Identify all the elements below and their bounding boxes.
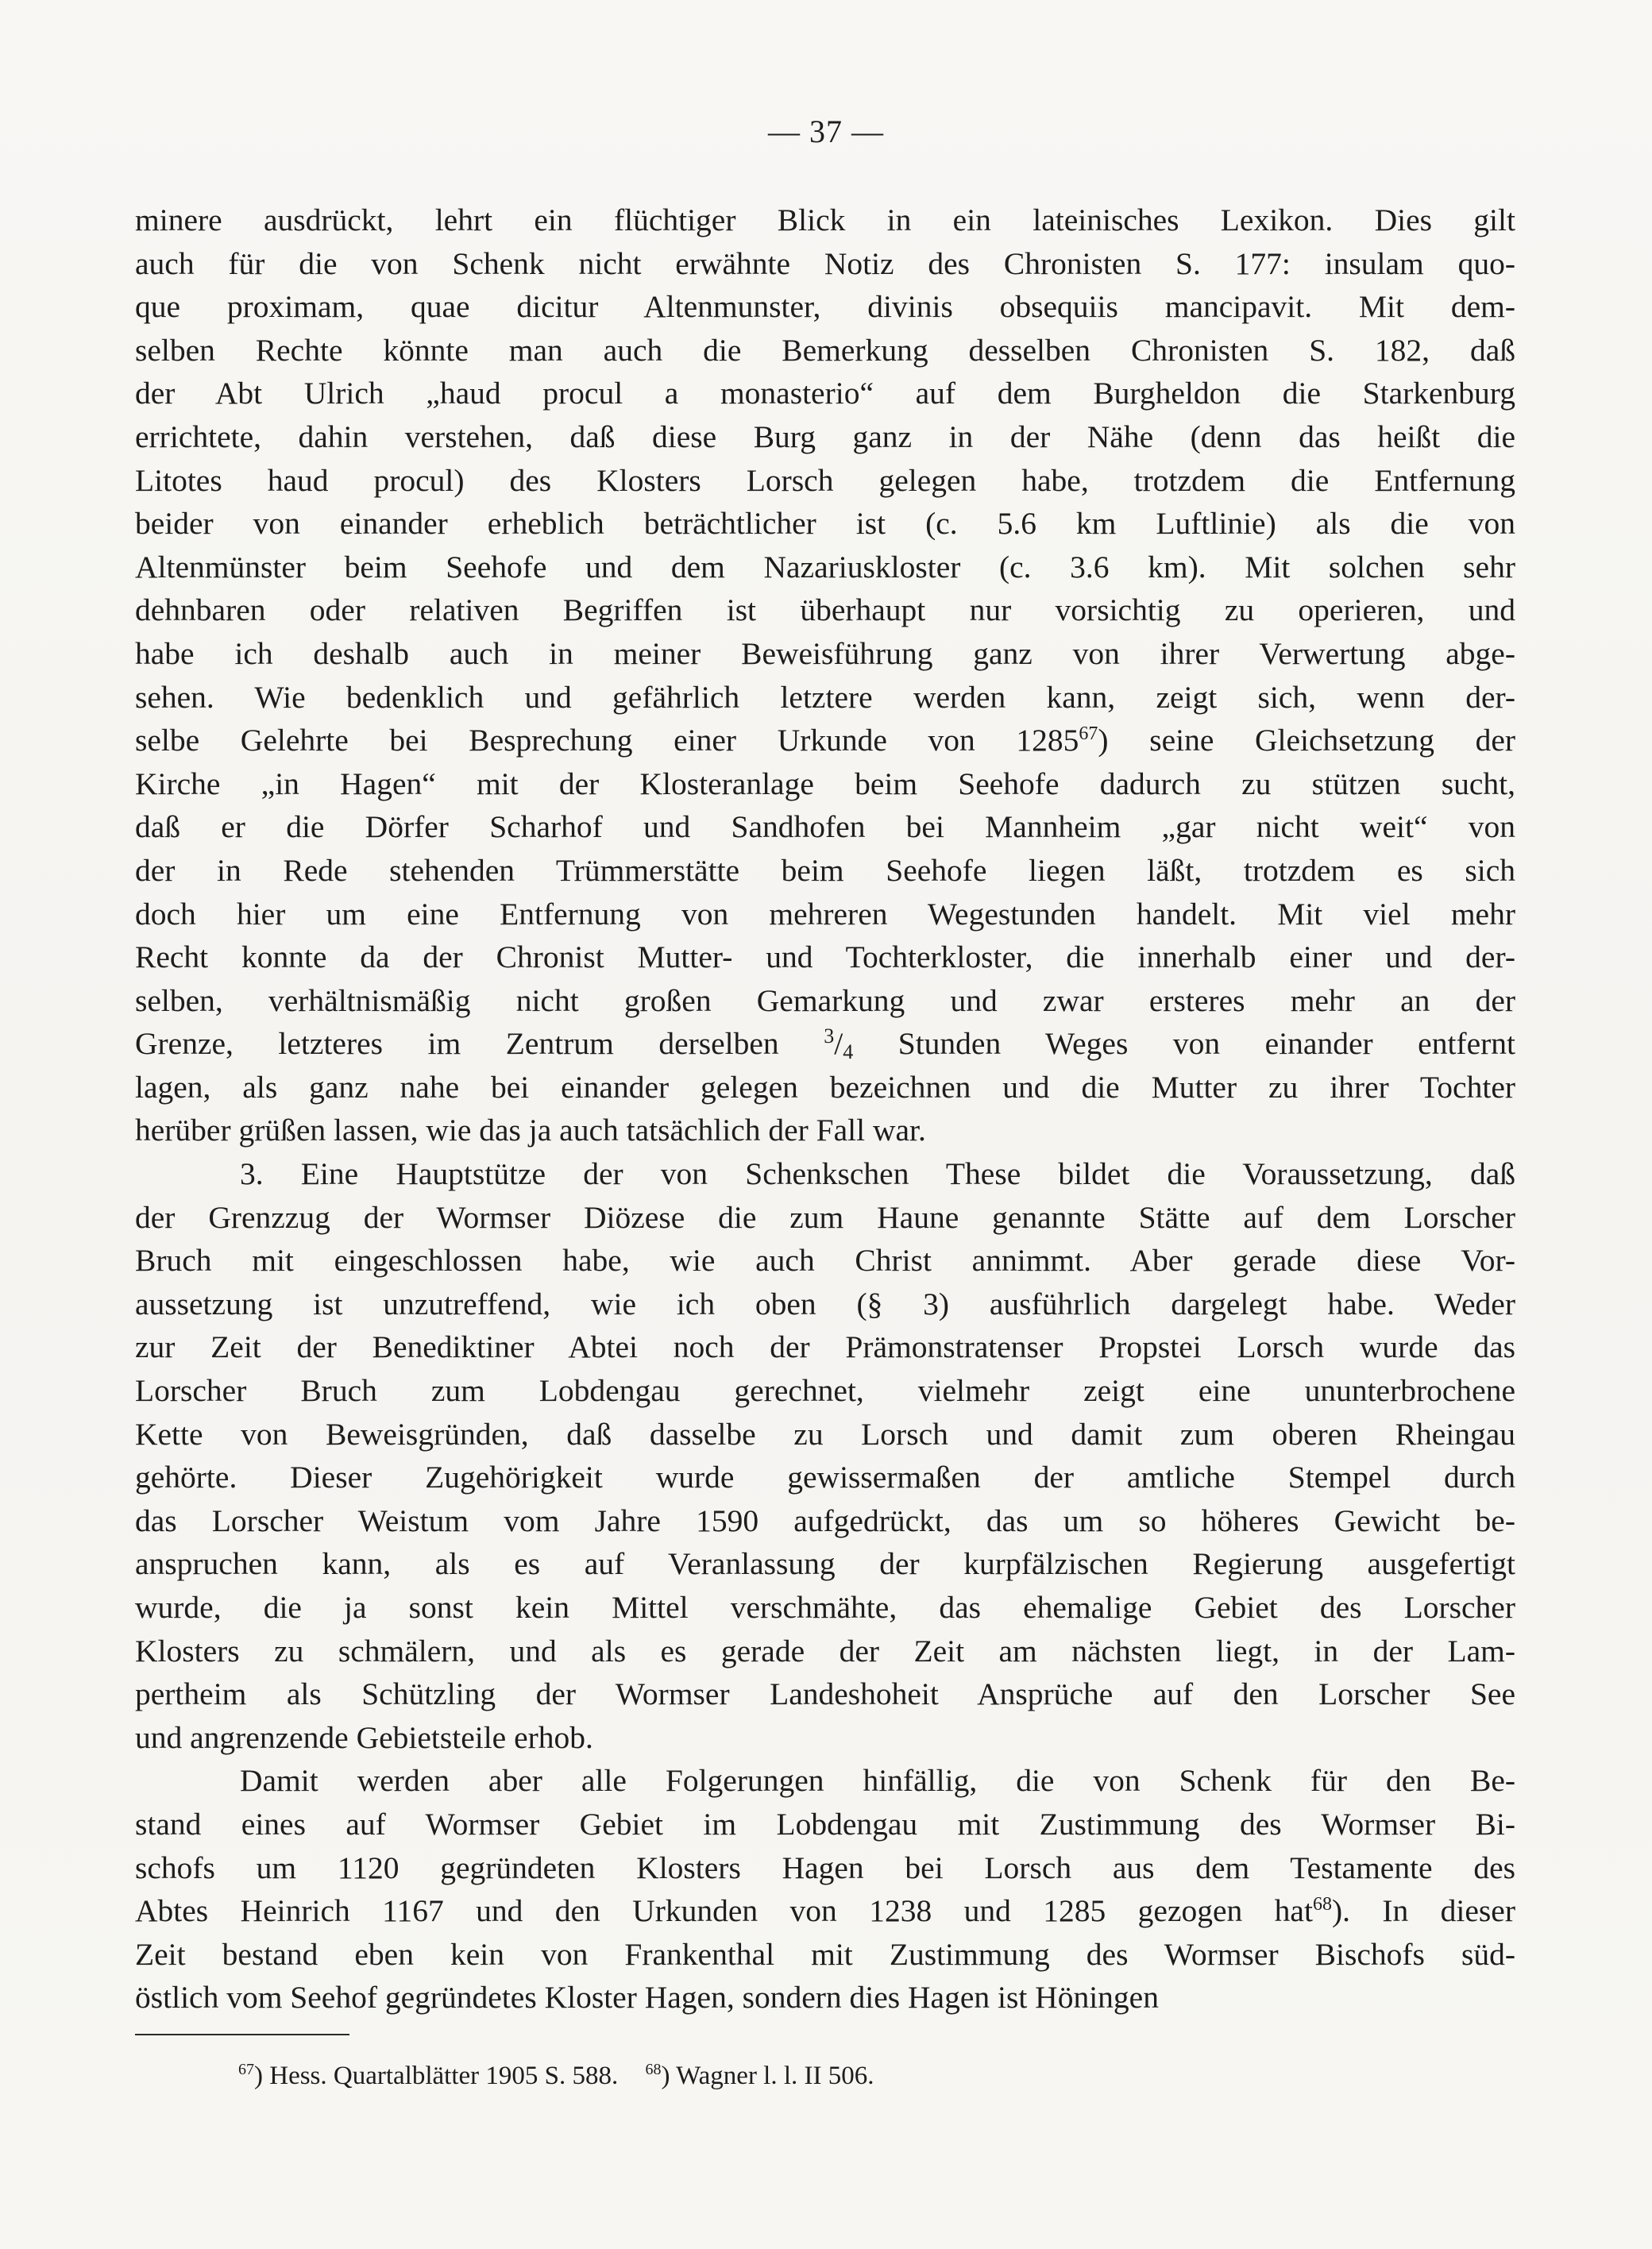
text-line: habe ich deshalb auch in meiner Beweisführung ganz von ihrer Verwertung abge- <box>135 635 1515 671</box>
text-line: Recht konnte da der Chronist Mutter- und Tochterkloster, die innerhalb einer und der- <box>135 939 1515 975</box>
text-line: Klosters zu schmälern, und als es gerade der Zeit am nächsten liegt, in der Lam- <box>135 1633 1515 1668</box>
text-line: das Lorscher Weistum vom Jahre 1590 aufgedrückt, das um so höheres Gewicht be- <box>135 1503 1515 1538</box>
text-line: Damit werden aber alle Folgerungen hinfällig, die von Schenk für den Be- <box>240 1763 1515 1799</box>
text-line: der Abt Ulrich „haud procul a monasterio“ auf dem Burgheldon die Starkenburg <box>135 376 1515 411</box>
text-line: anspruchen kann, als es auf Veranlassung der kurpfälzischen Regierung ausgefertigt <box>135 1546 1515 1582</box>
text-line: und angrenzende Gebietsteile erhob. <box>135 1719 593 1755</box>
text-line: daß er die Dörfer Scharhof und Sandhofen bei Mannheim „gar nicht weit“ von <box>135 809 1515 845</box>
line-segment: Abtes Heinrich 1167 und den Urkunden von 1238 und 1285 gezogen hat <box>135 1893 1313 1929</box>
footnote-divider <box>135 2034 349 2035</box>
body-text <box>135 199 1515 2019</box>
text-line: Kirche „in Hagen“ mit der Klosteranlage beim Seehofe dadurch zu stützen sucht, <box>135 766 1515 801</box>
line-segment: ) seine Gleichsetzung der <box>1098 723 1515 758</box>
text-line: der in Rede stehenden Trümmerstätte beim Seehofe liegen läßt, trotzdem es sich <box>135 852 1515 888</box>
text-line: 3. Eine Hauptstütze der von Schenkschen These bildet die Voraussetzung, daß <box>240 1156 1515 1192</box>
footnote-text: ) Wagner l. l. II 506. <box>661 2062 874 2090</box>
text-line: wurde, die ja sonst kein Mittel verschmähte, das ehemalige Gebiet des Lorscher <box>135 1590 1515 1625</box>
text-line: Kette von Beweisgründen, daß dasselbe zu Lorsch und damit zum oberen Rheingau <box>135 1416 1515 1452</box>
text-line: aussetzung ist unzutreffend, wie ich oben (§ 3) ausführlich dargelegt habe. Weder <box>135 1286 1515 1321</box>
text-line: gehörte. Dieser Zugehörigkeit wurde gewissermaßen der amtliche Stempel durch <box>135 1460 1515 1495</box>
text-line: auch für die von Schenk nicht erwähnte Notiz des Chronisten S. 177: insulam quo- <box>135 245 1515 281</box>
footnote-mark: 67 <box>238 2061 254 2078</box>
text-line: que proximam, quae dicitur Altenmunster, divinis obsequiis mancipavit. Mit dem- <box>135 289 1515 325</box>
text-line: der Grenzzug der Wormser Diözese die zum Haune genannte Stätte auf dem Lorscher <box>135 1199 1515 1235</box>
text-line: Lorscher Bruch zum Lobdengau gerechnet, vielmehr zeigt eine ununterbrochene <box>135 1373 1515 1409</box>
text-line: doch hier um eine Entfernung von mehreren Wegestunden handelt. Mit viel mehr <box>135 896 1515 932</box>
text-line: schofs um 1120 gegründeten Klosters Hagen bei Lorsch aus dem Testamente des <box>135 1850 1515 1885</box>
fraction-slash: / <box>834 1026 843 1062</box>
line-segment: Stunden Weges von einander entfernt <box>853 1026 1515 1062</box>
text-line: Zeit bestand eben kein von Frankenthal mit Zustimmung des Wormser Bischofs süd- <box>135 1936 1515 1972</box>
text-line: herüber grüßen lassen, wie das ja auch tatsächlich der Fall war. <box>135 1113 926 1148</box>
footnotes <box>238 2058 874 2093</box>
line-segment: Grenze, letzteres im Zentrum derselben <box>135 1026 824 1062</box>
footnote-68 <box>646 2062 874 2090</box>
fraction-numerator: 3 <box>824 1024 835 1048</box>
text-line <box>135 719 1515 762</box>
text-line: selben Rechte könnte man auch die Bemerkung desselben Chronisten S. 182, daß <box>135 332 1515 368</box>
text-line: zur Zeit der Benediktiner Abtei noch der Prämonstratenser Propstei Lorsch wurde das <box>135 1329 1515 1365</box>
text-line: östlich vom Seehof gegründetes Kloster Hagen, sondern dies Hagen ist Höningen <box>135 1980 1159 2016</box>
page-number: — 37 — <box>768 114 884 149</box>
text-line: Litotes haud procul) des Klosters Lorsch gelegen habe, trotzdem die Entfernung <box>135 462 1515 498</box>
line-segment: ). In dieser <box>1331 1893 1515 1929</box>
text-line: minere ausdrückt, lehrt ein flüchtiger Blick in ein lateinisches Lexikon. Dies gilt <box>135 203 1515 237</box>
text-line: errichtete, dahin verstehen, daß diese Burg ganz in der Nähe (denn das heißt die <box>135 419 1515 454</box>
text-line: dehnbaren oder relativen Begriffen ist überhaupt nur vorsichtig zu operieren, und <box>135 592 1515 628</box>
footnote-text: ) Hess. Quartalblätter 1905 S. 588. <box>254 2062 619 2090</box>
footnote-reference: 68 <box>1312 1894 1332 1915</box>
footnote-mark: 68 <box>645 2061 662 2078</box>
text-line: sehen. Wie bedenklich und gefährlich letztere werden kann, zeigt sich, wenn der- <box>135 679 1515 715</box>
footnote-reference: 67 <box>1079 723 1098 745</box>
text-line: beider von einander erheblich beträchtlicher ist (c. 5.6 km Luftlinie) als die von <box>135 506 1515 542</box>
line-segment: selbe Gelehrte bei Besprechung einer Urkunde von 1285 <box>135 723 1079 758</box>
text-line: pertheim als Schützling der Wormser Landeshoheit Ansprüche auf den Lorscher See <box>135 1676 1515 1712</box>
text-line: stand eines auf Wormser Gebiet im Lobdengau mit Zustimmung des Wormser Bi- <box>135 1806 1515 1842</box>
text-line: Bruch mit eingeschlossen habe, wie auch Christ annimmt. Aber gerade diese Vor- <box>135 1243 1515 1279</box>
text-line: selben, verhältnismäßig nicht großen Gemarkung und zwar ersteres mehr an der <box>135 982 1515 1018</box>
text-line <box>135 1889 1515 1933</box>
text-line: lagen, als ganz nahe bei einander gelegen bezeichnen und die Mutter zu ihrer Tochter <box>135 1069 1515 1105</box>
footnote-67 <box>238 2062 618 2090</box>
text-line <box>135 1022 1515 1066</box>
fraction-denominator: 4 <box>843 1040 854 1064</box>
text-line: Altenmünster beim Seehofe und dem Nazariuskloster (c. 3.6 km). Mit solchen sehr <box>135 549 1515 584</box>
